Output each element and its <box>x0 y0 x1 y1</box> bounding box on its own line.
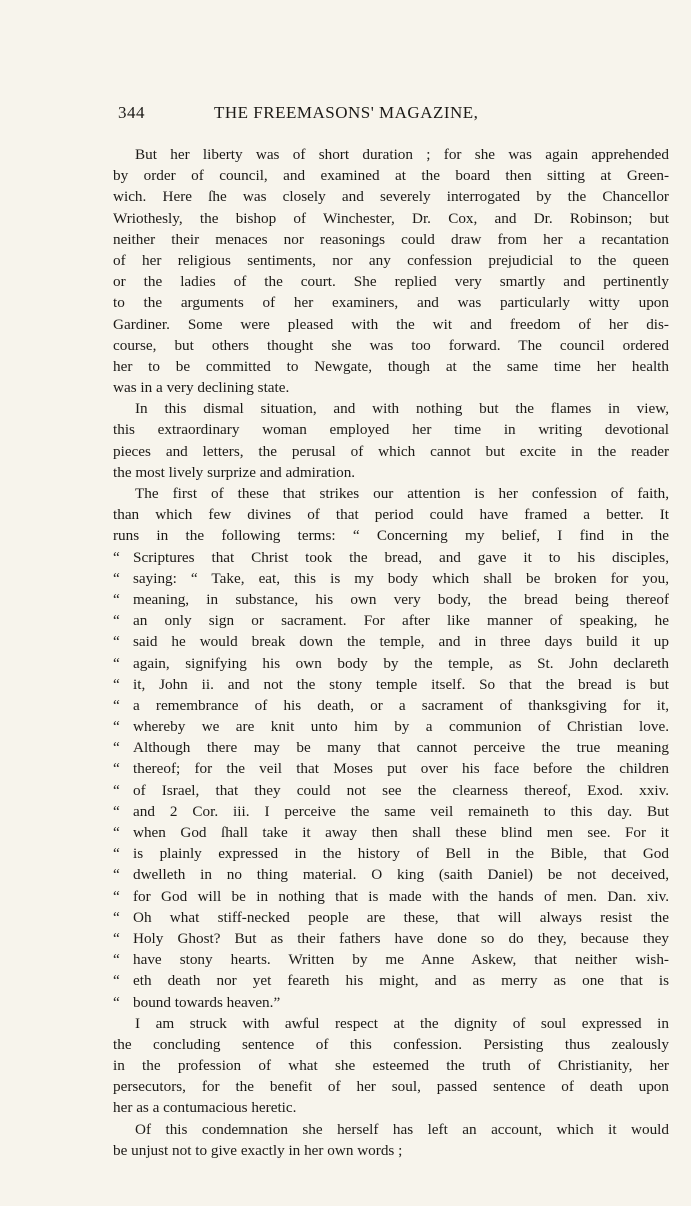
text-line: to the arguments of her examiners, and was particularly witty upon <box>113 294 669 312</box>
quote-line: “ a remembrance of his death, or a sacrament of thanksgiving for it, <box>113 695 669 716</box>
text-line: her to be committed to Newgate, though at the same time her health <box>113 357 669 375</box>
quote-line: “ Oh what stiff-necked people are these, that will always resist the <box>113 907 669 928</box>
quote-line: “ Scriptures that Christ took the bread, and gave it to his disciples, <box>113 547 669 568</box>
quote-line: “ for God will be in nothing that is made with the hands of men. Dan. xiv. <box>113 886 669 907</box>
page-header <box>118 103 558 127</box>
quote-line: “ when God ſhall take it away then shall these blind men see. For it <box>113 822 669 843</box>
text-line: be unjust not to give exactly in her own words ; <box>113 1141 403 1159</box>
text-line: persecutors, for the benefit of her soul, passed sentence of death upon <box>113 1078 669 1096</box>
quote-line: “ whereby we are knit unto him by a communion of Christian love. <box>113 716 669 737</box>
quote-line: “ bound towards heaven.” <box>113 992 669 1013</box>
text-line: this extraordinary woman employed her time in writing devotional <box>113 421 669 439</box>
text-line: was in a very declining state. <box>113 379 290 397</box>
article-body <box>113 144 669 1161</box>
text-line: than which few divines of that period could have framed a better. It <box>113 506 669 524</box>
text-line: her as a contumacious heretic. <box>113 1099 297 1117</box>
text-line: or the ladies of the court. She replied very smartly and pertinently <box>113 273 669 291</box>
quote-line: “ have stony hearts. Written by me Anne Askew, that neither wish- <box>113 949 669 970</box>
quote-line: “ saying: “ Take, eat, this is my body which shall be broken for you, <box>113 568 669 589</box>
quote-line: “ said he would break down the temple, and in three days build it up <box>113 631 669 652</box>
text-line: Of this condemnation she herself has left an account, which it would <box>135 1120 669 1138</box>
text-line: I am struck with awful respect at the dignity of soul expressed in <box>135 1014 669 1032</box>
text-line: Wriothesly, the bishop of Winchester, Dr. Cox, and Dr. Robinson; but <box>113 209 669 227</box>
text-line: The first of these that strikes our attention is her confession of faith, <box>135 485 669 502</box>
quote-line: “ Although there may be many that cannot perceive the true meaning <box>113 737 669 758</box>
quote-line: “ and 2 Cor. iii. I perceive the same veil remaineth to this day. But <box>113 801 669 822</box>
quote-line: “ eth death nor yet feareth his might, and as merry as one that is <box>113 970 669 991</box>
text-line: the most lively surprize and admiration. <box>113 463 356 481</box>
quote-line: “ thereof; for the veil that Moses put over his face before the children <box>113 758 669 779</box>
text-line: runs in the following terms: “ Concerning my belief, I find in the <box>113 527 669 545</box>
text-line: of her religious sentiments, nor any confession prejudicial to the queen <box>113 251 669 269</box>
quote-line: “ meaning, in substance, his own very body, the bread being thereof <box>113 589 669 610</box>
quote-line: “ Holy Ghost? But as their fathers have done so do they, because they <box>113 928 669 949</box>
quote-line: “ an only sign or sacrament. For after like manner of speaking, he <box>113 610 669 631</box>
text-line: wich. Here ſhe was closely and severely interrogated by the Chancellor <box>113 188 669 206</box>
text-line: But her liberty was of short duration ; for she was again apprehended <box>135 146 669 163</box>
text-line: by order of council, and examined at the board then sitting at Green- <box>113 167 669 185</box>
text-line: neither their menaces nor reasonings could draw from her a recantation <box>113 230 669 248</box>
page-number: 344 <box>118 103 145 122</box>
quote-line: “ again, signifying his own body by the temple, as St. John declareth <box>113 653 669 674</box>
running-title: THE FREEMASONS' MAGAZINE, <box>214 103 479 122</box>
quote-line: “ of Israel, that they could not see the clearness thereof, Exod. xxiv. <box>113 780 669 801</box>
text-line: course, but others thought she was too forward. The council ordered <box>113 336 669 354</box>
text-line: Gardiner. Some were pleased with the wit and freedom of her dis- <box>113 315 669 333</box>
quote-line: “ is plainly expressed in the history of Bell in the Bible, that God <box>113 843 669 864</box>
quote-line: “ dwelleth in no thing material. O king (saith Daniel) be not deceived, <box>113 864 669 885</box>
text-line: in the profession of what she esteemed the truth of Christianity, her <box>113 1057 669 1075</box>
text-line: In this dismal situation, and with nothing but the flames in view, <box>135 400 669 418</box>
quote-line: “ it, John ii. and not the stony temple itself. So that the bread is but <box>113 674 669 695</box>
text-line: pieces and letters, the perusal of which cannot but excite in the reader <box>113 442 669 460</box>
text-line: the concluding sentence of this confession. Persisting thus zealously <box>113 1035 669 1053</box>
